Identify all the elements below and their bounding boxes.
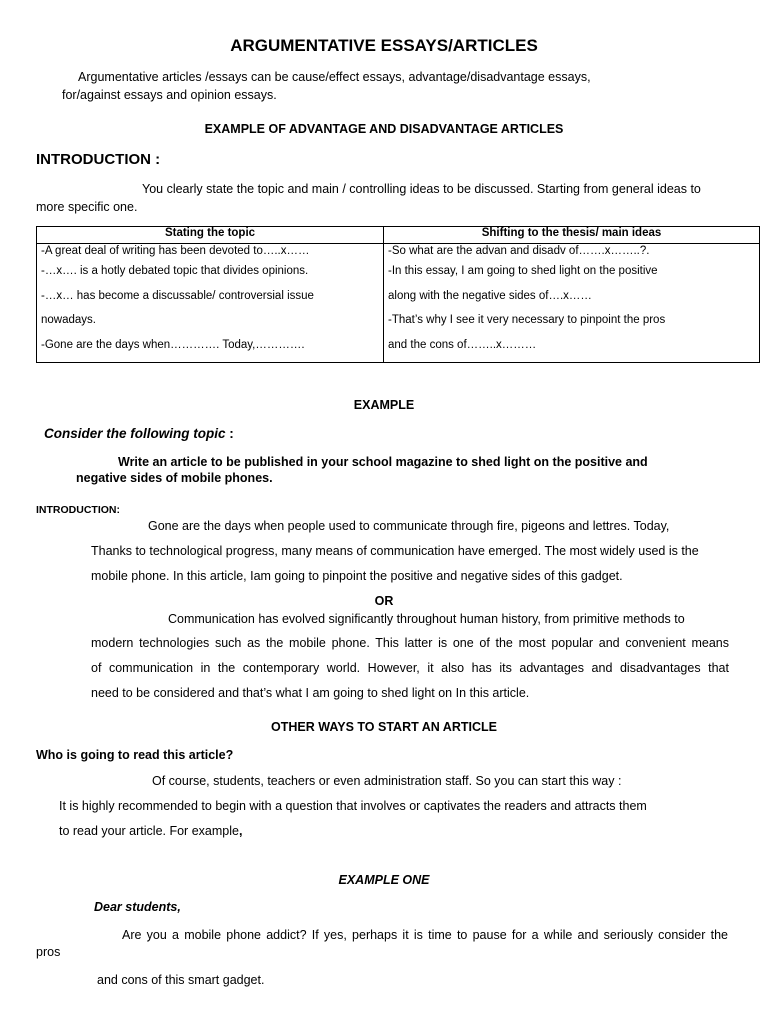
table-left-line: nowadays. <box>41 314 96 327</box>
who-reads-line: Of course, students, teachers or even administration staff. So you can start this way : <box>152 774 622 788</box>
intro-paragraph-2-line: need to be considered and that’s what I am going to shed light on In this article. <box>91 686 530 700</box>
table-header-shifting-thesis: Shifting to the thesis/ main ideas <box>384 227 760 244</box>
table-cell-right <box>384 244 760 363</box>
example-one-line: Are you a mobile phone addict? If yes, perhaps it is time to pause for a while and seriously consider the <box>122 928 728 942</box>
salutation: Dear students, <box>94 900 181 914</box>
introduction-heading: INTRODUCTION : <box>36 151 161 168</box>
table-cell-left <box>37 244 384 363</box>
consider-topic-line <box>44 426 234 441</box>
phrases-table <box>36 226 760 363</box>
example-heading: EXAMPLE <box>353 398 415 412</box>
intro-paragraph-1-line: Thanks to technological progress, many means of communication have emerged. The most widely used is the <box>91 544 699 558</box>
advantage-disadvantage-heading: EXAMPLE OF ADVANTAGE AND DISADVANTAGE ARTICLES <box>204 122 564 136</box>
table-right-line: -So what are the advan and disadv of…….x……..?. <box>388 245 650 257</box>
table-left-line: -Gone are the days when…………. Today,…………. <box>41 338 305 351</box>
introduction-text-line-1: You clearly state the topic and main / controlling ideas to be discussed. Starting from general ideas to <box>142 182 701 196</box>
page-title: ARGUMENTATIVE ESSAYS/ARTICLES <box>230 36 538 55</box>
who-reads-comma: , <box>238 824 243 838</box>
other-ways-heading: OTHER WAYS TO START AN ARTICLE <box>271 720 497 734</box>
topic-prompt-line-1: Write an article to be published in your school magazine to shed light on the positive and <box>118 455 648 469</box>
table-left-line: -…x…. is a hotly debated topic that divides opinions. <box>41 265 309 277</box>
intro-paragraph-2-line: Communication has evolved significantly throughout human history, from primitive methods to <box>168 612 685 626</box>
introduction-small-heading: INTRODUCTION: <box>36 504 120 516</box>
intro-paragraph-1-line: Gone are the days when people used to communicate through fire, pigeons and lettres. Today, <box>148 519 670 533</box>
who-reads-heading: Who is going to read this article? <box>36 748 234 762</box>
intro-paragraph-1-line: mobile phone. In this article, Iam going to pinpoint the positive and negative sides of this gadget. <box>91 569 623 583</box>
topic-prompt-line-2: negative sides of mobile phones. <box>76 471 273 485</box>
table-header-stating-topic: Stating the topic <box>37 227 384 244</box>
who-reads-line: It is highly recommended to begin with a question that involves or captivates the readers and attracts them <box>59 799 647 813</box>
table-right-line: along with the negative sides of….x…… <box>388 289 592 302</box>
table-left-line: -A great deal of writing has been devoted to…..x…… <box>41 245 310 257</box>
table-right-line: -That’s why I see it very necessary to pinpoint the pros <box>388 314 666 327</box>
example-one-line: pros <box>36 945 61 959</box>
table-left-line: -…x… has become a discussable/ controversial issue <box>41 289 314 302</box>
introduction-text-line-2: more specific one. <box>36 200 138 214</box>
who-reads-line-last <box>59 824 242 838</box>
example-one-heading: EXAMPLE ONE <box>338 873 430 887</box>
consider-topic-label: Consider the following topic <box>44 426 226 441</box>
intro-line-2: for/against essays and opinion essays. <box>62 88 277 102</box>
table-right-line: -In this essay, I am going to shed light on the positive <box>388 265 658 277</box>
consider-topic-colon: : <box>225 426 234 441</box>
intro-paragraph-2-line: modern technologies such as the mobile phone. This latter is one of the most popular and convenient means <box>91 636 729 650</box>
who-reads-line-text: to read your article. For example <box>59 824 239 838</box>
intro-line-1: Argumentative articles /essays can be cause/effect essays, advantage/disadvantage essays, <box>78 70 591 84</box>
or-separator: OR <box>374 594 394 608</box>
table-right-line: and the cons of……..x……… <box>388 338 537 351</box>
example-one-line: and cons of this smart gadget. <box>97 973 265 987</box>
intro-paragraph-2-line: of communication in the contemporary world. However, it also has its advantages and disadvantages that <box>91 661 729 675</box>
